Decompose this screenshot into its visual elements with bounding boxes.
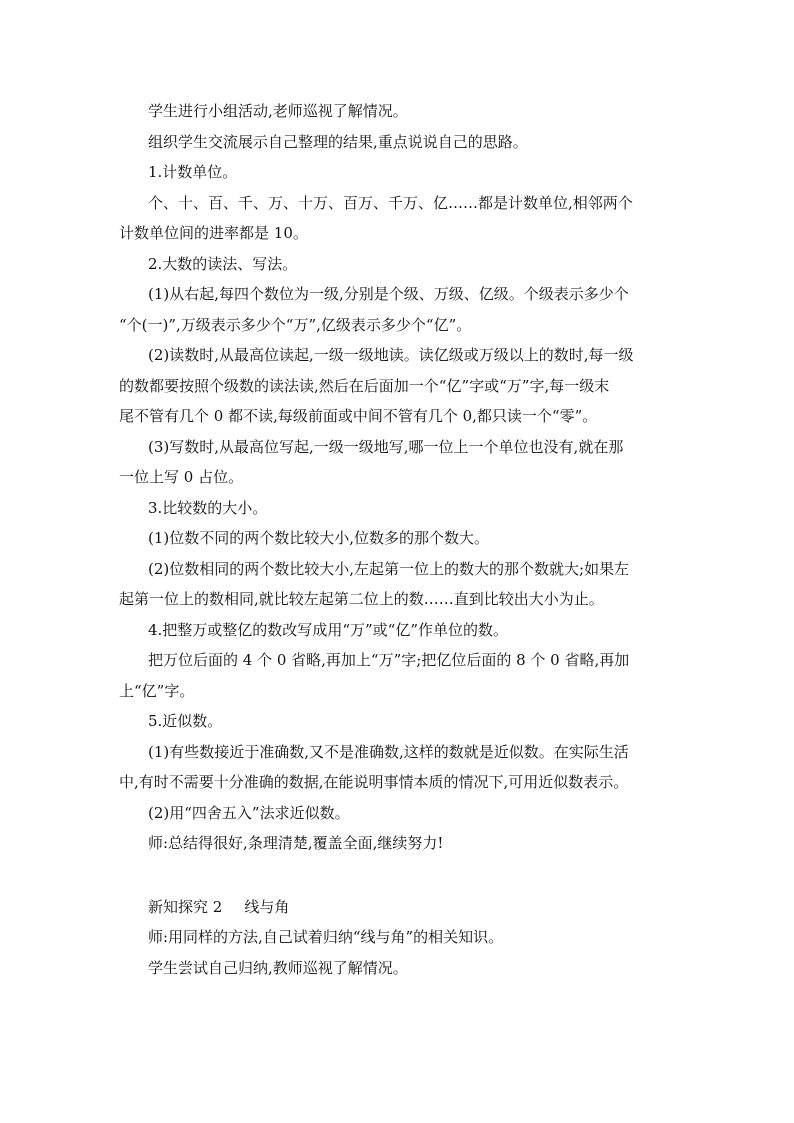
section-spacer [119,859,679,892]
heading-compare: 3.比较数的大小。 [148,498,268,517]
paragraph-reading-2: 的数都要按照个级数的读法读,然后在后面加一个“亿”字或“万”字,每一级末 [119,376,610,395]
paragraph-teacher-instruction: 师:用同样的方法,自己试着归纳“线与角”的相关知识。 [148,928,504,946]
section-title: 线与角 [244,897,290,916]
heading-reading-writing: 2.大数的读法、写法。 [148,254,298,273]
paragraph-reading-1: (2)读数时,从最高位读起,一级一级地读。读亿级或万级以上的数时,每一级 [148,346,634,364]
paragraph-teacher-praise: 师:总结得很好,条理清楚,覆盖全面,继续努力! [148,834,444,852]
section-tag: 新知探究 2 [148,897,223,916]
paragraph-rewrite-2: 上“亿”字。 [119,681,195,700]
section-heading [119,892,679,923]
paragraph-rewrite-1: 把万位后面的 4 个 0 省略,再加上“万”字;把亿位后面的 8 个 0 省略,再加 [148,651,630,669]
paragraph-approximate-2: 中,有时不需要十分准确的数据,在能说明事情本质的情况下,可用近似数表示。 [119,773,629,791]
paragraph-rounding: (2)用“四舍五入”法求近似数。 [148,803,350,822]
paragraph-writing-2: 一位上写 0 占位。 [119,468,244,486]
paragraph-reading-3: 尾不管有几个 0 都不读,每级前面或中间不管有几个 0,都只读一个“零”。 [119,407,598,425]
heading-approximate: 5.近似数。 [148,712,223,730]
heading-counting-units: 1.计数单位。 [148,163,238,181]
paragraph-exchange: 组织学生交流展示自己整理的结果,重点说说自己的思路。 [148,132,528,151]
paragraph-counting-units-1: 个、十、百、千、万、十万、百万、千万、亿……都是计数单位,相邻两个 [148,193,633,212]
paragraph-compare-2b: 起第一位上的数相同,就比较左起第二位上的数……直到比较出大小为止。 [119,590,604,608]
heading-rewrite: 4.把整万或整亿的数改写成用“万”或“亿”作单位的数。 [148,620,508,639]
paragraph-counting-units-2: 计数单位间的进率都是 10。 [119,224,308,242]
paragraph-approximate-1: (1)有些数接近于准确数,又不是准确数,这样的数就是近似数。在实际生活 [148,742,629,761]
paragraph-levels-2: “个(一)”,万级表示多少个“万”,亿级表示多少个“亿”。 [119,315,472,334]
paragraph-levels-1: (1)从右起,每四个数位为一级,分别是个级、万级、亿级。个级表示多少个 [148,285,629,303]
paragraph-compare-1: (1)位数不同的两个数比较大小,位数多的那个数大。 [148,529,490,547]
paragraph-activity: 学生进行小组活动,老师巡视了解情况。 [148,102,408,120]
paragraph-compare-2a: (2)位数相同的两个数比较大小,左起第一位上的数大的那个数就大;如果左 [148,559,630,578]
paragraph-writing-1: (3)写数时,从最高位写起,一级一级地写,哪一位上一个单位也没有,就在那 [148,437,624,456]
paragraph-student-summary: 学生尝试自己归纳,教师巡视了解情况。 [148,958,408,977]
document-body [119,96,679,983]
